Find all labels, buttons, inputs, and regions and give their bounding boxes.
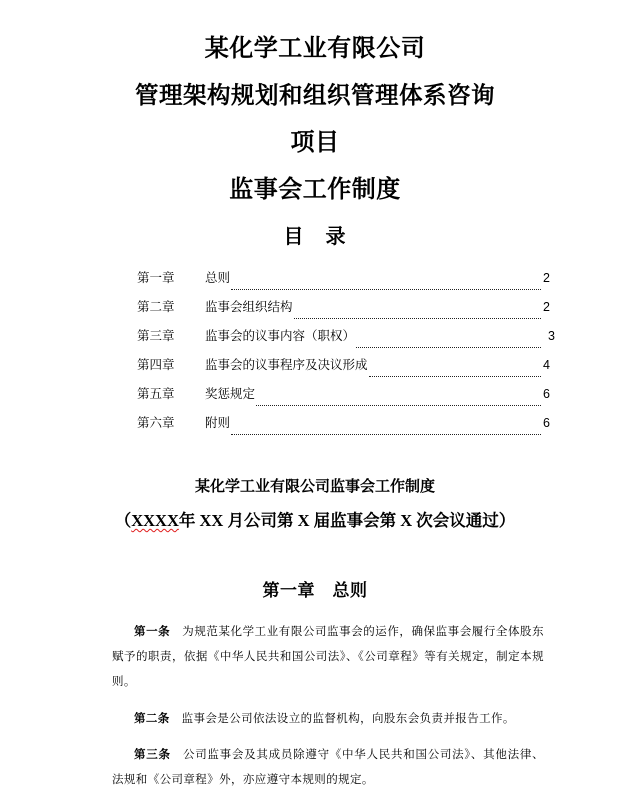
toc-entry[interactable]: [137, 264, 550, 293]
toc-entry-chapter: 第三章: [137, 329, 175, 343]
document-subtitle: 某化学工业有限公司监事会工作制度: [194, 479, 435, 495]
toc-leader-dots: [231, 289, 541, 290]
toc-entry-page-number: 2: [543, 271, 550, 285]
article-paragraph: [112, 620, 544, 695]
cover-title-line-1: 某化学工业有限公司: [204, 36, 426, 62]
toc-entry-page-number: 6: [543, 416, 550, 430]
cover-title-line-2: 管理架构规划和组织管理体系咨询: [135, 83, 495, 109]
cover-title-block: [0, 0, 630, 214]
chapter-one-body: [0, 620, 630, 793]
toc-entry-page-number: 6: [543, 387, 550, 401]
article-number: 第一条: [134, 626, 171, 638]
toc-entry-chapter: 第一章: [137, 271, 175, 285]
chapter-one-heading: 第一章 总则: [262, 581, 368, 600]
toc-leader-dots: [231, 434, 541, 435]
article-text: 为规范某化学工业有限公司监事会的运作，确保监事会履行全体股东赋予的职责，依据《中华人民共和国公司法》、《公司章程》等有关规定，制定本规则。: [112, 626, 544, 688]
toc-entry[interactable]: [137, 293, 550, 322]
article-text: 监事会是公司依法设立的监督机构，向股东会负责并报告工作。: [169, 712, 515, 725]
toc-entry-title: 监事会的议事程序及决议形成: [205, 358, 368, 372]
toc-entry-title: 监事会的议事内容（职权）: [205, 329, 356, 343]
toc-entry-chapter: 第二章: [137, 300, 175, 314]
toc-entry-title: 附则: [205, 416, 231, 430]
cover-title-line-4: 监事会工作制度: [229, 177, 401, 203]
toc-entry[interactable]: [137, 409, 550, 438]
table-of-contents-heading: 目 录: [283, 226, 347, 248]
cover-title-line-3: 项目: [290, 130, 340, 156]
approval-line-rest: 年 XX 月公司第 X 届监事会第 X 次会议通过）: [178, 511, 516, 530]
article-text: 公司监事会及其成员除遵守《中华人民共和国公司法》、其他法律、法规和《公司章程》外，亦应遵守本规则的规定。: [112, 749, 544, 786]
toc-entry-title: 奖惩规定: [205, 387, 256, 401]
article-paragraph: [112, 743, 544, 793]
article-number: 第二条: [134, 712, 170, 725]
article-number: 第三条: [134, 749, 171, 761]
table-of-contents: [0, 264, 630, 438]
toc-entry[interactable]: [137, 380, 550, 409]
toc-leader-dots: [294, 318, 541, 319]
toc-entry-chapter: 第六章: [137, 416, 175, 430]
toc-leader-dots: [356, 347, 541, 348]
article-paragraph: [112, 707, 544, 732]
toc-entry-chapter: 第四章: [137, 358, 175, 372]
toc-entry-title: 总则: [205, 271, 231, 285]
toc-entry[interactable]: [137, 351, 550, 380]
approval-line-prefix: （: [114, 511, 132, 530]
toc-leader-dots: [369, 376, 541, 377]
document-approval-line: [0, 504, 630, 538]
toc-entry-page-number: 4: [543, 358, 550, 372]
toc-entry-title: 监事会组织结构: [205, 300, 293, 314]
toc-entry-chapter: 第五章: [137, 387, 175, 401]
toc-entry-page-number: 3: [548, 329, 555, 343]
toc-leader-dots: [256, 405, 541, 406]
approval-year-placeholder: XXXX: [131, 511, 179, 530]
toc-entry[interactable]: [137, 322, 555, 351]
toc-entry-page-number: 2: [543, 300, 550, 314]
document-subtitle-block: [0, 470, 630, 538]
